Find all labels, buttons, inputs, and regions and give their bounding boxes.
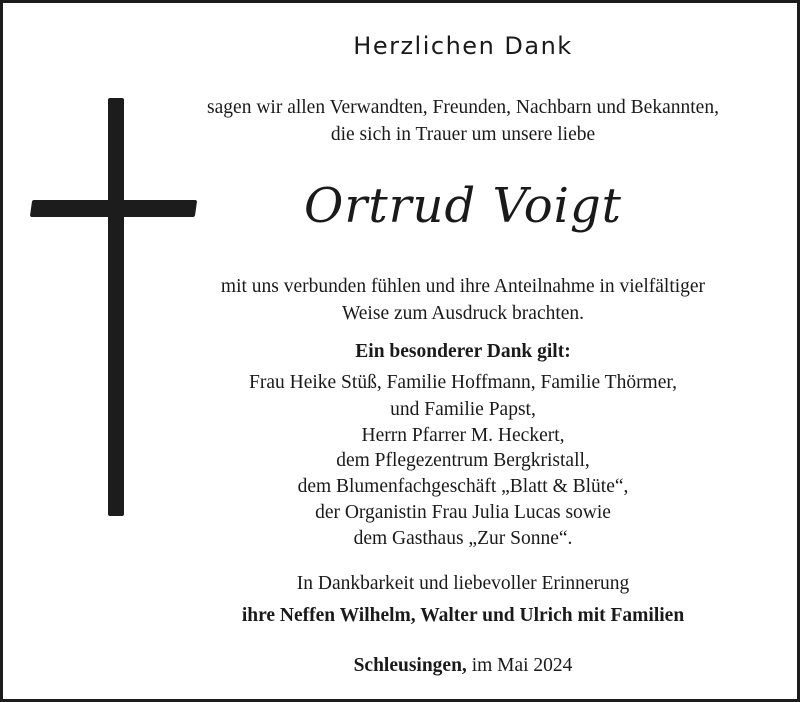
intro-line-2: die sich in Trauer um unsere liebe — [330, 124, 596, 145]
closing-line: In Dankbarkeit und liebevoller Erinnerung — [296, 573, 630, 594]
body-line-2: Weise zum Ausdruck brachten. — [341, 303, 585, 324]
thanks-line: Frau Heike Stüß, Familie Hoffmann, Familie Thörmer, — [249, 372, 677, 393]
place-date — [123, 654, 800, 678]
thanks-line: dem Pflegezentrum Bergkristall, — [336, 450, 590, 471]
special-thanks-title: Ein besonderer Dank gilt: — [355, 341, 571, 362]
date: im Mai 2024 — [471, 655, 573, 676]
thanks-line: dem Blumenfachgeschäft „Blatt & Blüte“, — [297, 476, 629, 497]
place: Schleusingen, — [353, 655, 467, 676]
body-line-1: mit uns verbunden fühlen und ihre Anteilnahme in vielfältiger — [220, 276, 706, 297]
thanks-line: dem Gasthaus „Zur Sonne“. — [353, 528, 573, 549]
cross-vertical-bar — [108, 98, 124, 516]
thanks-line: der Organistin Frau Julia Lucas sowie — [315, 502, 611, 523]
intro-line-1: sagen wir allen Verwandten, Freunden, Nachbarn und Bekannten, — [207, 97, 719, 118]
thanks-line: Herrn Pfarrer M. Heckert, — [361, 425, 565, 446]
deceased-name: Ortrud Voigt — [304, 178, 622, 234]
signature-line: ihre Neffen Wilhelm, Walter und Ulrich mit Familien — [241, 605, 685, 626]
thanks-line: und Familie Papst, — [390, 399, 536, 420]
notice-heading: Herzlichen Dank — [353, 32, 573, 60]
